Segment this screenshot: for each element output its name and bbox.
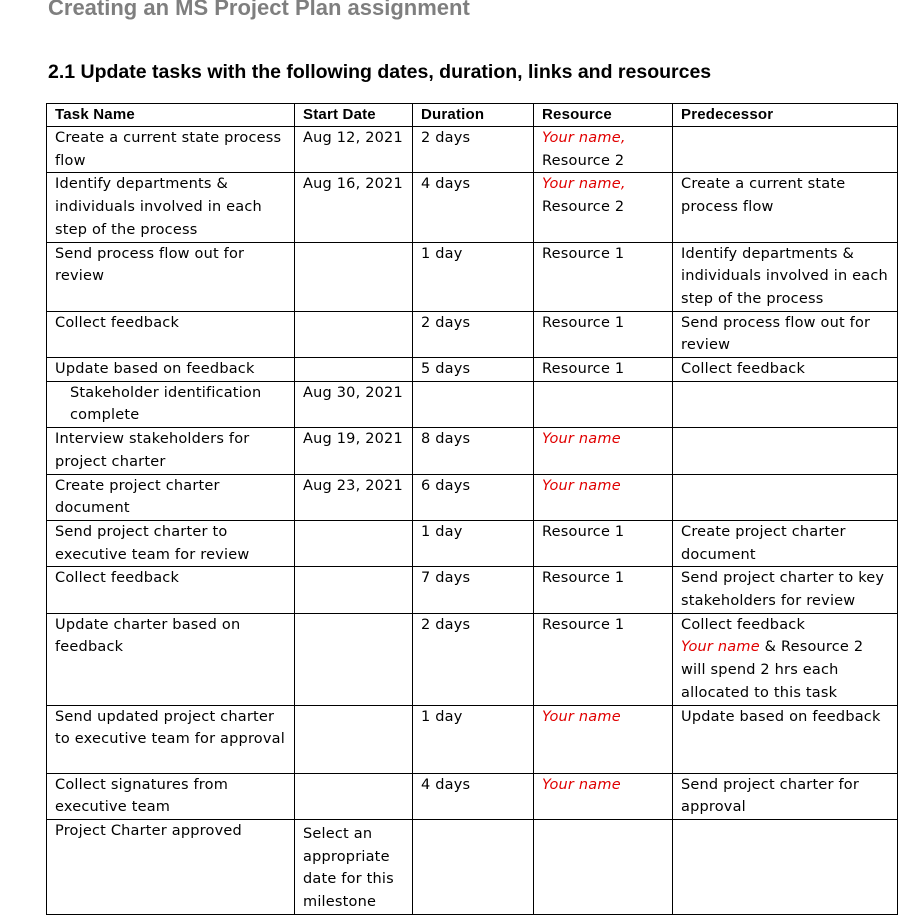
start-date-cell: Aug 12, 2021	[295, 127, 413, 173]
table-row	[47, 311, 898, 357]
resource-highlight: Your name	[542, 776, 621, 793]
predecessor-cell	[673, 819, 898, 914]
predecessor-cell: Send project charter to key stakeholders for review	[673, 567, 898, 613]
task-name-cell: Collect signatures from executive team	[47, 773, 295, 819]
duration-cell: 2 days	[413, 613, 534, 705]
resource-cell	[534, 173, 673, 242]
resource-cell: Resource 1	[534, 613, 673, 705]
start-date-cell	[295, 358, 413, 382]
section-heading: 2.1 Update tasks with the following dates, duration, links and resources	[48, 61, 712, 83]
start-date-cell: Aug 23, 2021	[295, 474, 413, 520]
table-header-row	[47, 104, 898, 127]
task-name-cell: Project Charter approved	[47, 819, 295, 914]
predecessor-note-highlight: Your name	[681, 639, 760, 656]
task-name-cell: Collect feedback	[47, 567, 295, 613]
predecessor-cell	[673, 381, 898, 427]
resource-highlight: Your name	[542, 477, 621, 494]
start-date-cell: Aug 19, 2021	[295, 428, 413, 474]
table-row	[47, 127, 898, 173]
resource-cell	[534, 428, 673, 474]
table-row	[47, 613, 898, 705]
table-row	[47, 474, 898, 520]
predecessor-cell: Identify departments & individuals involved in each step of the process	[673, 242, 898, 311]
task-name-cell: Create project charter document	[47, 474, 295, 520]
start-date-cell	[295, 242, 413, 311]
table-row	[47, 705, 898, 773]
predecessor-cell: Collect feedback	[673, 358, 898, 382]
resource-cell	[534, 474, 673, 520]
start-date-cell: Select an appropriate date for this milestone	[295, 819, 413, 914]
table-row	[47, 567, 898, 613]
resource-highlight: Your name	[542, 708, 621, 725]
duration-cell: 2 days	[413, 127, 534, 173]
resource-highlight: Your name,	[542, 130, 626, 146]
table-row	[47, 381, 898, 427]
document-title: Creating an MS Project Plan assignment	[48, 0, 470, 20]
table-row	[47, 428, 898, 474]
duration-cell: 1 day	[413, 242, 534, 311]
predecessor-cell: Create project charter document	[673, 520, 898, 566]
resource-cell: Resource 1	[534, 242, 673, 311]
resource-cell: Resource 1	[534, 567, 673, 613]
duration-cell: 4 days	[413, 773, 534, 819]
table-row	[47, 773, 898, 819]
start-date-cell	[295, 567, 413, 613]
resource-cell	[534, 127, 673, 173]
resource-cell	[534, 381, 673, 427]
start-date-cell	[295, 311, 413, 357]
resource-cell: Resource 1	[534, 358, 673, 382]
start-date-cell	[295, 520, 413, 566]
task-name-cell: Update based on feedback	[47, 358, 295, 382]
duration-cell: 6 days	[413, 474, 534, 520]
duration-cell: 4 days	[413, 173, 534, 242]
resource-cell	[534, 773, 673, 819]
start-date-cell	[295, 773, 413, 819]
header-start-date: Start Date	[295, 104, 413, 127]
predecessor-cell: Create a current state process flow	[673, 173, 898, 242]
task-name-cell: Stakeholder identification complete	[47, 381, 295, 427]
table-row	[47, 520, 898, 566]
predecessor-cell	[673, 428, 898, 474]
predecessor-cell	[673, 613, 898, 705]
table-row	[47, 819, 898, 914]
task-name-cell: Create a current state process flow	[47, 127, 295, 173]
duration-cell: 2 days	[413, 311, 534, 357]
start-date-cell: Aug 30, 2021	[295, 381, 413, 427]
task-name-cell: Interview stakeholders for project charter	[47, 428, 295, 474]
duration-cell: 8 days	[413, 428, 534, 474]
start-date-cell	[295, 705, 413, 773]
predecessor-cell	[673, 474, 898, 520]
resource-cell	[534, 705, 673, 773]
table-row	[47, 242, 898, 311]
predecessor-cell: Send process flow out for review	[673, 311, 898, 357]
header-task-name: Task Name	[47, 104, 295, 127]
header-predecessor: Predecessor	[673, 104, 898, 127]
duration-cell: 1 day	[413, 520, 534, 566]
resource-cell	[534, 819, 673, 914]
task-name-cell: Identify departments & individuals involved in each step of the process	[47, 173, 295, 242]
table-row	[47, 358, 898, 382]
duration-cell	[413, 819, 534, 914]
predecessor-cell	[673, 127, 898, 173]
resource-name: Resource 2	[542, 199, 625, 216]
duration-cell: 1 day	[413, 705, 534, 773]
start-date-cell: Aug 16, 2021	[295, 173, 413, 242]
duration-cell: 5 days	[413, 358, 534, 382]
task-name-cell: Update charter based on feedback	[47, 613, 295, 705]
header-duration: Duration	[413, 104, 534, 127]
resource-cell: Resource 1	[534, 520, 673, 566]
resource-cell: Resource 1	[534, 311, 673, 357]
resource-highlight: Your name	[542, 431, 621, 448]
task-name-cell: Collect feedback	[47, 311, 295, 357]
predecessor-cell: Send project charter for approval	[673, 773, 898, 819]
header-resource: Resource	[534, 104, 673, 127]
resource-highlight: Your name,	[542, 176, 626, 193]
predecessor-note-text: & Resource 2 will spend 2 hrs each allocated to this task	[681, 639, 864, 701]
task-name-cell: Send updated project charter to executive team for approval	[47, 705, 295, 773]
start-date-cell	[295, 613, 413, 705]
duration-cell	[413, 381, 534, 427]
table-row	[47, 173, 898, 242]
predecessor-task: Collect feedback	[681, 616, 806, 633]
predecessor-note	[681, 639, 863, 700]
duration-cell: 7 days	[413, 567, 534, 613]
task-name-cell: Send process flow out for review	[47, 242, 295, 311]
resource-name: Resource 2	[542, 152, 625, 169]
predecessor-cell: Update based on feedback	[673, 705, 898, 773]
task-name-cell: Send project charter to executive team for review	[47, 520, 295, 566]
task-table	[46, 103, 898, 915]
